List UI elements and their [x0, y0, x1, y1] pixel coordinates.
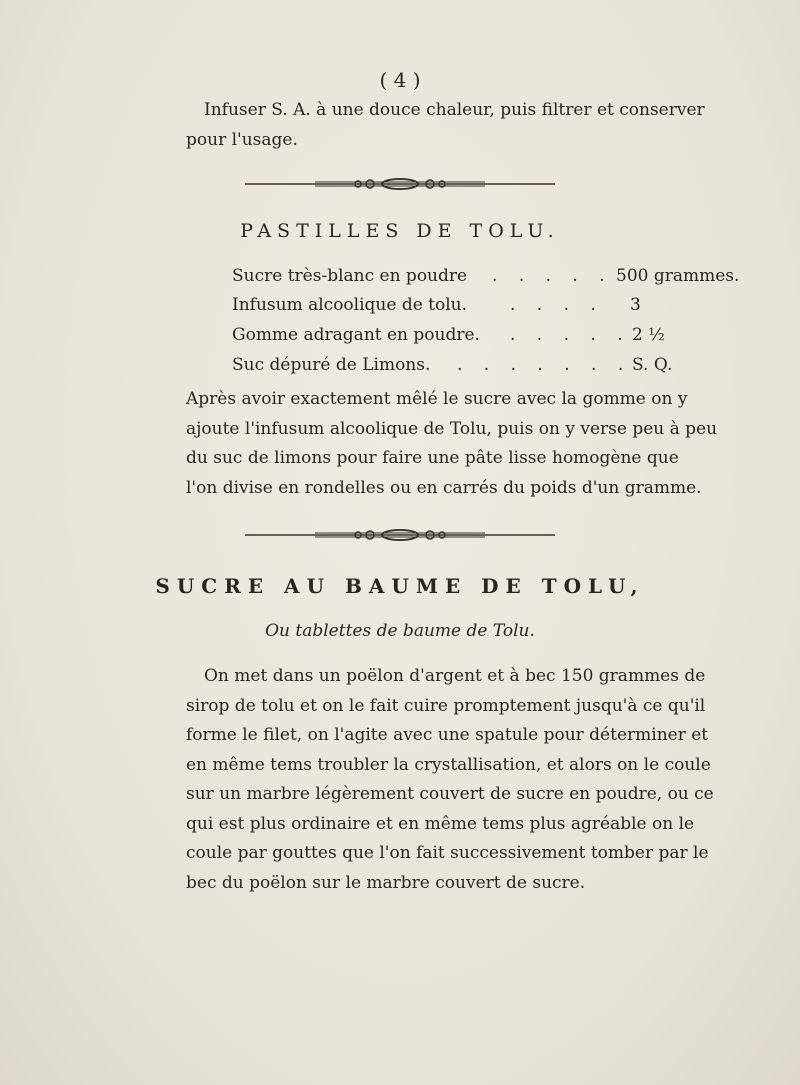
text-line: Après avoir exactement mêlé le sucre avec la gomme on y	[186, 389, 688, 409]
text-line: On met dans un poëlon d'argent et à bec 150 grammes de	[204, 666, 706, 686]
intro-paragraph	[186, 96, 732, 155]
ingredient-name: Gomme adragant en poudre.	[232, 325, 480, 345]
ingredient-name: Suc dépuré de Limons.	[232, 355, 431, 375]
ornamental-divider	[0, 177, 800, 191]
leader-dots: . . . . .	[510, 325, 631, 345]
text-line: forme le filet, on l'agite avec une spatule pour déterminer et	[186, 725, 709, 745]
ingredient-row	[232, 295, 692, 324]
text-line: ajoute l'infusum alcoolique de Tolu, puis on y verse peu à peu	[186, 418, 718, 439]
text-line: du suc de limons pour faire une pâte lisse homogène que	[186, 448, 679, 468]
intro-line: pour l'usage.	[186, 129, 298, 150]
ingredient-row	[232, 325, 692, 354]
page-number: ( 4 )	[379, 68, 421, 92]
section-title-sucre: SUCRE AU BAUME DE TOLU,	[155, 574, 645, 598]
sucre-instructions	[186, 662, 732, 898]
ingredient-row	[232, 355, 692, 384]
ingredient-quantity: 500 grammes.	[616, 266, 740, 286]
ingredient-quantity: 3	[630, 295, 641, 315]
text-line: sirop de tolu et on le fait cuire promptement jusqu'à ce qu'il	[186, 695, 706, 716]
section-title-pastilles: PASTILLES DE TOLU.	[240, 220, 560, 242]
ingredient-name: Sucre très-blanc en poudre	[232, 266, 468, 286]
text-line: coule par gouttes que l'on fait successivement tomber par le	[186, 843, 709, 863]
text-line: sur un marbre légèrement couvert de sucre en poudre, ou ce	[186, 784, 714, 804]
ingredient-quantity: 2 ½	[632, 325, 665, 345]
ingredient-name: Infusum alcoolique de tolu.	[232, 295, 468, 315]
text-line: bec du poëlon sur le marbre couvert de sucre.	[186, 872, 586, 893]
leader-dots: . . . .	[510, 295, 604, 315]
text-line: qui est plus ordinaire et en même tems plus agréable on le	[186, 813, 695, 834]
section-subtitle: Ou tablettes de baume de Tolu.	[265, 621, 535, 641]
leader-dots: . . . . .	[492, 266, 613, 286]
ingredient-row	[232, 266, 740, 295]
ingredient-quantity: S. Q.	[632, 355, 673, 375]
leader-dots: . . . . . . .	[457, 355, 632, 375]
pastilles-instructions	[186, 385, 732, 503]
text-line: en même tems troubler la crystallisation, et alors on le coule	[186, 754, 711, 775]
intro-line: Infuser S. A. à une douce chaleur, puis filtrer et conserver	[204, 100, 705, 120]
ornamental-divider	[0, 528, 800, 542]
text-line: l'on divise en rondelles ou en carrés du poids d'un gramme.	[186, 477, 702, 498]
